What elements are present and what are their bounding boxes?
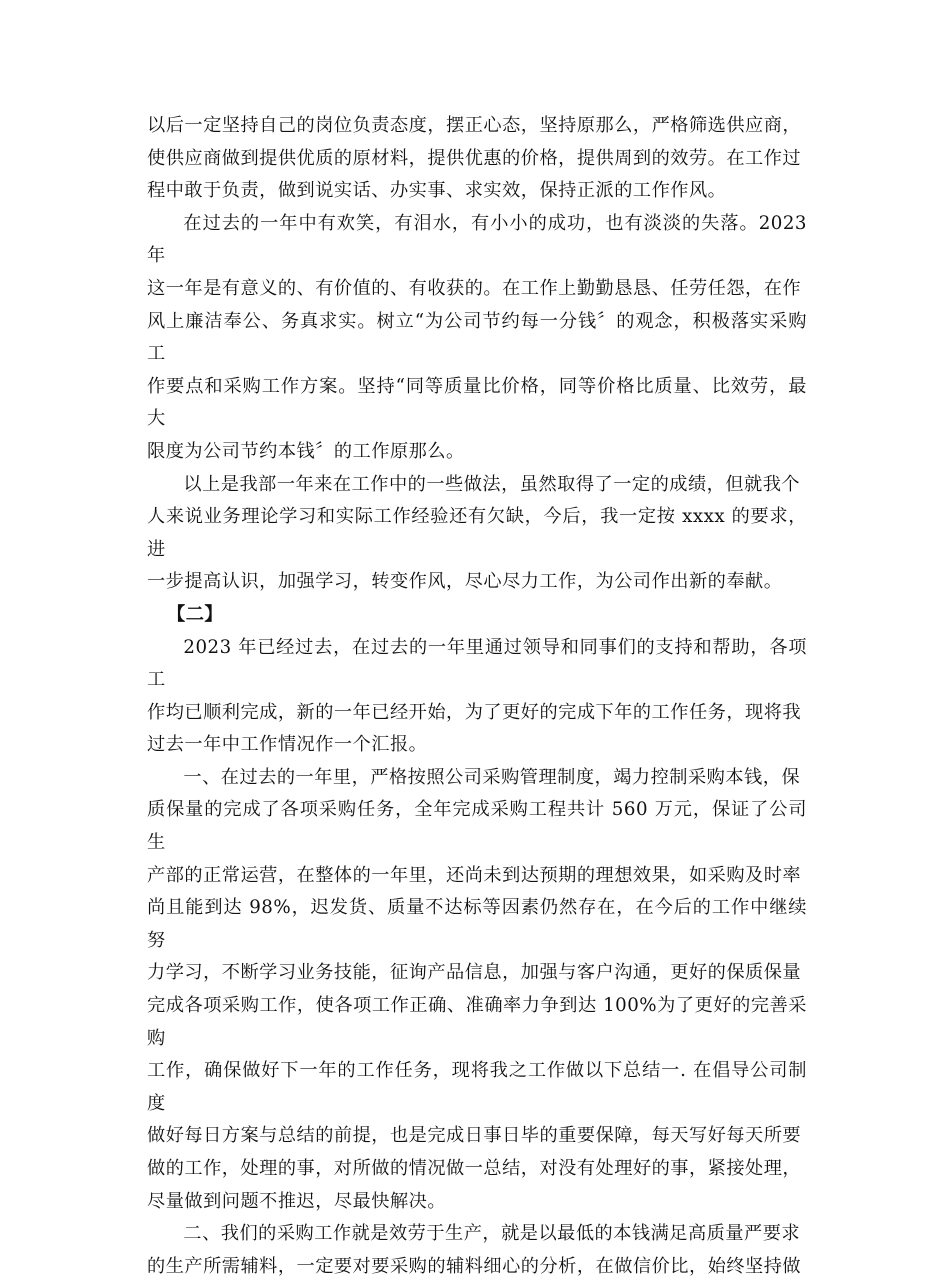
text-line: 2023 年已经过去，在过去的一年里通过领导和同事们的支持和帮助，各项工 [147, 636, 807, 691]
text-line: 这一年是有意义的、有价值的、有收获的。在工作上勤勤恳恳、任劳任怨，在作 [147, 277, 802, 299]
text-line: 一步提高认识，加强学习，转变作风，尽心尽力工作，为公司作出新的奉献。 [147, 571, 783, 593]
text-line: 使供应商做到提供优质的原材料，提供优惠的价格，提供周到的效劳。在工作过 [147, 147, 802, 169]
text-line: 风上廉洁奉公、务真求实。树立“为公司节约每一分钱〞的观念，积极落实采购工 [147, 310, 807, 365]
text-line: 工作，确保做好下一年的工作任务，现将我之工作做以下总结一. 在倡导公司制度 [147, 1060, 807, 1114]
text-line: 二、我们的采购工作就是效劳于生产，就是以最低的本钱满足高质量严要求 [183, 1223, 801, 1245]
text-line: 作要点和采购工作方案。坚持“同等质量比价格，同等价格比质量、比效劳，最大 [147, 375, 807, 430]
text-line: 以上是我部一年来在工作中的一些做法，虽然取得了一定的成绩，但就我个 [183, 473, 801, 495]
section-heading: 【二】 [167, 603, 224, 625]
document-body [147, 110, 807, 1283]
paragraph-intro [147, 632, 807, 762]
text-line: 完成各项采购工作，使各项工作正确、准确率力争到达 100%为了更好的完善采购 [147, 995, 807, 1049]
text-line: 力学习，不断学习业务技能，征询产品信息，加强与客户沟通，更好的保质保量 [147, 962, 802, 984]
paragraph-summary [147, 469, 807, 599]
text-line: 程中敢于负责，做到说实话、办实事、求实效，保持正派的工作作风。 [147, 180, 727, 202]
text-line: 尽量做到问题不推迟，尽最快解决。 [147, 1190, 447, 1212]
text-line: 做的工作，处理的事，对所做的情况做一总结，对没有处理好的事，紧接处理， [147, 1158, 802, 1179]
text-line: 在过去的一年中有欢笑，有泪水，有小小的成功，也有淡淡的失落。2023 年 [147, 212, 807, 267]
paragraph-reflection [147, 208, 807, 469]
text-line: 质保量的完成了各项采购任务，全年完成采购工程共计 560 万元，保证了公司生 [147, 799, 807, 854]
text-line: 一、在过去的一年里，严格按照公司采购管理制度，竭力控制采购本钱，保 [183, 766, 801, 788]
text-line: 限度为公司节约本钱〞的工作原那么。 [147, 440, 465, 462]
text-line: 做好每日方案与总结的前提，也是完成日事日毕的重要保障，每天写好每天所要 [147, 1125, 802, 1147]
paragraph-point-two [147, 1218, 807, 1283]
text-line: 作均已顺利完成，新的一年已经开始，为了更好的完成下年的工作任务，现将我 [147, 701, 802, 723]
text-line: 尚且能到达 98%，迟发货、质量不达标等因素仍然存在，在今后的工作中继续努 [147, 897, 807, 951]
paragraph-continuation [147, 110, 807, 208]
text-line: 以后一定坚持自己的岗位负责态度，摆正心态，坚持原那么，严格筛选供应商， [147, 115, 802, 136]
text-line: 产部的正常运营，在整体的一年里，还尚未到达预期的理想效果，如采购及时率 [147, 864, 802, 886]
paragraph-point-one [147, 762, 807, 1218]
text-line: 人来说业务理论学习和实际工作经验还有欠缺，今后，我一定按 xxxx 的要求，进 [147, 506, 807, 560]
text-line: 的生产所需辅料，一定要对要采购的辅料细心的分析，在做信价比，始终坚持做 [147, 1255, 802, 1277]
text-line: 过去一年中工作情况作一个汇报。 [147, 734, 428, 756]
